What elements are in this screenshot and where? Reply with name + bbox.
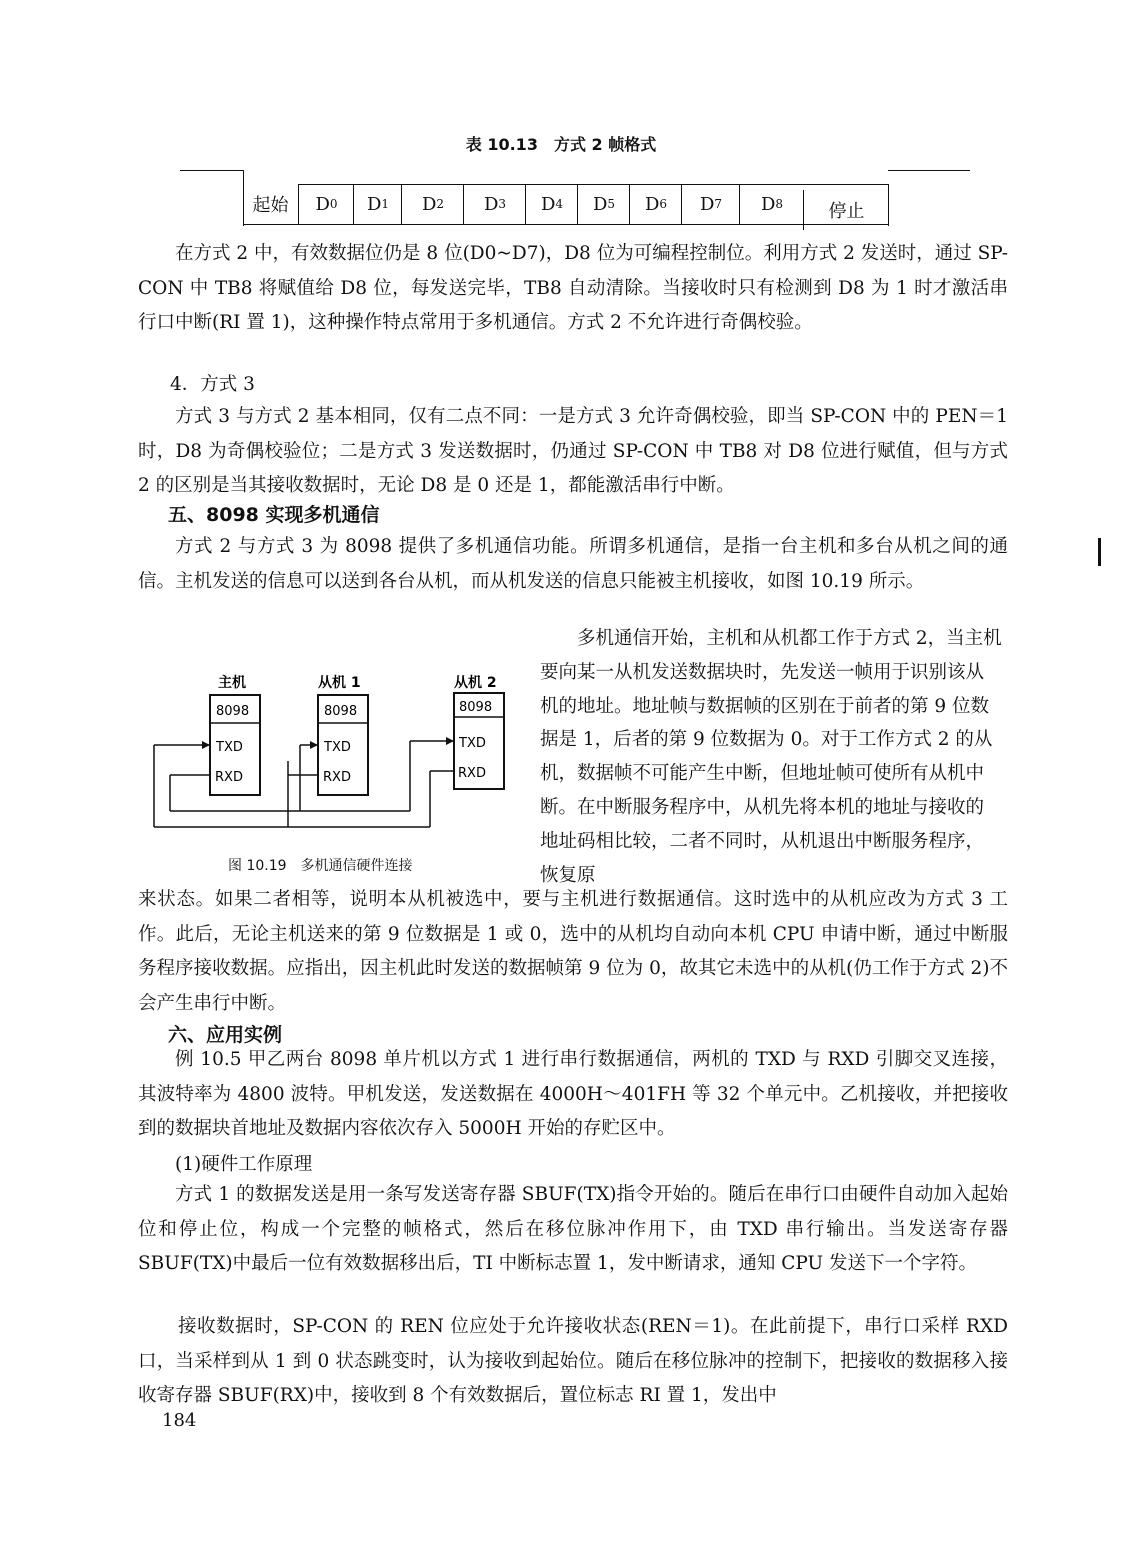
paragraph-mode2: 在方式 2 中，有效数据位仍是 8 位(D0~D7)，D8 位为可编程控制位。利用方式 2 发送时，通过 SP-CON 中 TB8 将赋值给 D8 位，每发送完毕，TB8 自动清除。当接收时只有检测到 D8 为 1 时才激活串行口中断(RI 置 1)，这种操作特点常用于多机通信。方式 2 不允许进行奇偶校验。 (138, 243, 1008, 333)
idle-line-right (888, 170, 970, 171)
slave1-rxd: RXD (323, 770, 351, 785)
frame-bottom-line (298, 224, 888, 225)
item-mode3: 4．方式 3 (170, 374, 255, 395)
figure-caption: 图 10.19 多机通信硬件连接 (228, 858, 413, 874)
cell-d5: D 5 (577, 184, 630, 224)
cell-start: 起始 (252, 195, 289, 216)
paragraph-send: 方式 1 的数据发送是用一条写发送寄存器 SBUF(TX)指令开始的。随后在串行口由硬件自动加入起始位和停止位，构成一个完整的帧格式，然后在移位脉冲作用下，由 TXD 串行输出。当发送寄存器 SBUF(TX)中最后一位有效数据移出后，TI 中断标志置 1，发中断请求，通知 CPU 发送下一个字符。 (138, 1184, 1008, 1274)
slave1-chip-name: 8098 (324, 704, 358, 719)
slave1-txd: TXD (324, 740, 351, 755)
start-low-line (243, 224, 298, 225)
paragraph-mode3: 方式 3 与方式 2 基本相同，仅有二点不同：一是方式 3 允许奇偶校验，即当 SP-CON 中的 PEN＝1 时，D8 为奇偶校验位；二是方式 3 发送数据时，仍通过 SP-CON 中 TB8 对 D8 位进行赋值，但与方式 2 的区别是当其接收数据时，无论 D8 是 0 还是 1，都能激活串行中断。 (138, 406, 1008, 496)
cell-d1: D 1 (353, 184, 402, 224)
wiring (154, 741, 454, 827)
master-chip-name: 8098 (216, 704, 250, 719)
slave2-chip-name: 8098 (459, 700, 493, 715)
cell-stop: 停止 (803, 190, 889, 230)
cell-d6: D 6 (629, 184, 682, 224)
label-slave2: 从机 2 (454, 675, 497, 691)
cell-d3: D 3 (463, 184, 526, 224)
frame-format-table (180, 170, 970, 226)
margin-mark (1098, 538, 1101, 566)
multi-comm-diagram (140, 665, 530, 880)
cell-d7: D 7 (681, 184, 740, 224)
idle-line-left (180, 170, 243, 171)
table-title: 表 10.13 方式 2 帧格式 (465, 135, 657, 154)
label-slave1: 从机 1 (318, 675, 361, 691)
cell-d8: D 8 (739, 184, 804, 224)
cell-d2: D 2 (401, 184, 464, 224)
heading-example: 六、应用实例 (168, 1024, 283, 1046)
paragraph-multi-comm: 方式 2 与方式 3 为 8098 提供了多机通信功能。所谓多机通信，是指一台主机和多台从机之间的通信。主机发送的信息可以送到各台从机，而从机发送的信息只能被主机接收，如图 10.19 所示。 (138, 536, 1008, 592)
paragraph-multi-flow: 多机通信开始，主机和从机都工作于方式 2，当主机要向某一从机发送数据块时，先发送一帧用于识别该从机的地址。地址帧与数据帧的区别在于前者的第 9 位数据是 1，后者的第 9 位数据为 0。对于工作方式 2 的从机，数据帧不可能产生中断，但地址帧可使所有从机中断。在中断服务程序中，从机先将本机的地址与接收的地址码相比较，二者不同时，从机退出中断服务程序，恢复原 (540, 628, 1002, 886)
heading-multi-comm: 五、8098 实现多机通信 (168, 504, 380, 526)
paragraph-example: 例 10.5 甲乙两台 8098 单片机以方式 1 进行串行数据通信，两机的 TXD 与 RXD 引脚交叉连接，其波特率为 4800 波特。甲机发送，发送数据在 4000H～401FH 等 32 个单元中。乙机接收，并把接收到的数据块首地址及数据内容依次存入 5000H 开始的存贮区中。 (138, 1049, 1008, 1139)
cell-d0: D 0 (298, 184, 354, 224)
page-number: 184 (162, 1410, 197, 1431)
master-rxd: RXD (215, 770, 243, 785)
master-txd: TXD (216, 740, 243, 755)
slave2-rxd: RXD (458, 766, 486, 781)
slave2-txd: TXD (459, 736, 486, 751)
paragraph-multi-flow-cont: 来状态。如果二者相等，说明本从机被选中，要与主机进行数据通信。这时选中的从机应改为方式 3 工作。此后，无论主机送来的第 9 位数据是 1 或 0，选中的从机均自动向本机 CPU 申请中断，通过中断服务程序接收数据。应指出，因主机此时发送的数据帧第 9 位为 0，故其它未选中的从机(仍工作于方式 2)不会产生串行中断。 (138, 889, 1008, 1014)
label-master: 主机 (218, 675, 246, 691)
item-hardware: (1)硬件工作原理 (175, 1154, 313, 1175)
paragraph-receive: 接收数据时，SP-CON 的 REN 位应处于允许接收状态(REN＝1)。在此前提下，串行口采样 RXD 口，当采样到从 1 到 0 状态跳变时，认为接收到起始位。随后在移位脉冲的控制下，把接收的数据移入接收寄存器 SBUF(RX)中，接收到 8 个有效数据后，置位标志 RI 置 1，发出中 (138, 1316, 1008, 1406)
cell-d4: D 4 (525, 184, 578, 224)
